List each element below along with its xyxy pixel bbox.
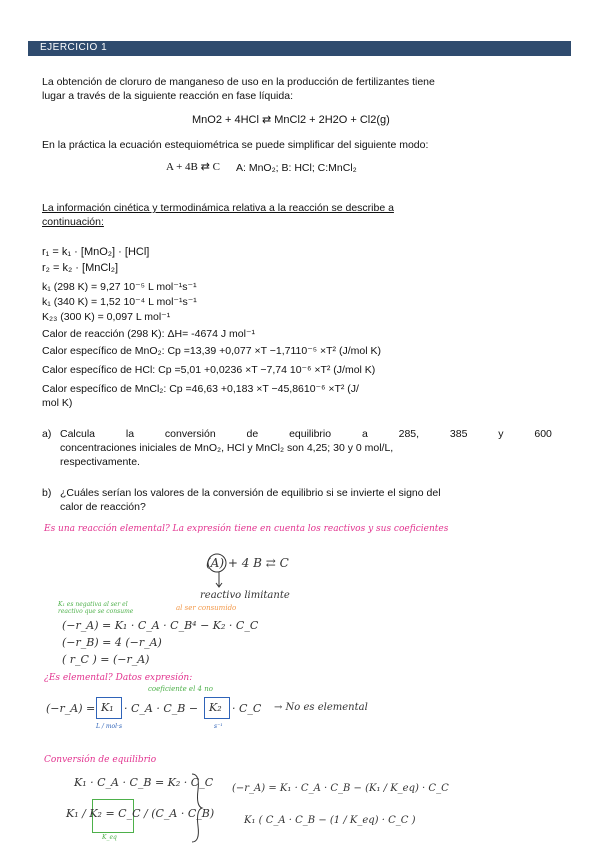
question-a-word: la: [125, 428, 135, 440]
simplified-intro: En la práctica la ecuación estequiométrica se puede simplificar del siguiente modo:: [42, 139, 429, 151]
question-a-word: equilibrio: [289, 428, 332, 440]
cp-hcl: Calor específico de HCl: Cp =5,01 +0,0236 ×T −7,74 10⁻⁶ ×T² (J/mol K): [42, 364, 376, 376]
handwritten-rate-a-2-end: · C_C: [232, 702, 262, 715]
handwritten-note-orange: al ser consumido: [176, 604, 237, 612]
k1-340: k₁ (340 K) = 1,52 10⁻⁴ L mol⁻¹s⁻¹: [42, 296, 197, 308]
handwritten-rate-with-keq: (−r_A) = K₁ · C_A · C_B − (K₁ / K_eq) · C_C: [232, 783, 449, 794]
down-arrow-icon: [214, 572, 224, 590]
question-a-word: Calcula: [60, 428, 96, 440]
question-a-word: de: [246, 428, 259, 440]
question-b-label: b): [42, 487, 52, 499]
question-a-word: conversión: [164, 428, 216, 440]
reaction-equation: MnO2 + 4HCl ⇄ MnCl2 + 2H2O + Cl2(g): [192, 114, 390, 126]
question-b-line2: calor de reacción?: [60, 501, 146, 513]
handwritten-keq-label: K_eq: [102, 834, 117, 841]
boxed-k1-label: K₁: [101, 701, 114, 714]
rate-r2: r₂ = k₂ · [MnCl₂]: [42, 262, 119, 274]
question-a-line1: [60, 428, 552, 441]
question-a-line3: respectivamente.: [60, 456, 140, 468]
handwritten-rate-a: (−r_A) = K₁ · C_A · C_B⁴ − K₂ · C_C: [62, 619, 259, 632]
handwritten-note-green: K₁ es negativa al ser el reactivo que se consume: [58, 601, 134, 615]
handwritten-note-coefficient: coeficiente el 4 no: [148, 685, 213, 693]
species-legend: A: MnO₂; B: HCl; C:MnCl₂: [236, 162, 357, 174]
handwritten-question-elemental: Es una reacción elemental? La expresión tiene en cuenta los reactivos y sus coeficientes: [44, 524, 449, 534]
handwritten-rate-a-2-lhs: (−r_A) =: [46, 702, 96, 715]
handwritten-not-elemental: → No es elemental: [274, 702, 368, 713]
question-a-line2: concentraciones iniciales de MnO₂, HCl y MnCl₂ son 4,25; 30 y 0 mol/L,: [60, 442, 394, 454]
keq-300: K₂₃ (300 K) = 0,097 L mol⁻¹: [42, 311, 171, 323]
cp-mno2: Calor específico de MnO₂: Cp =13,39 +0,077 ×T −1,7110⁻⁵ ×T² (J/mol K): [42, 345, 381, 357]
info-heading-2: continuación:: [42, 216, 104, 228]
question-a-word: a: [361, 428, 368, 440]
k1-298: k₁ (298 K) = 9,27 10⁻⁵ L mol⁻¹s⁻¹: [42, 281, 197, 293]
handwritten-rate-a-2-mid: · C_A · C_B −: [124, 702, 199, 715]
question-a-word: 385: [449, 428, 468, 440]
handwritten-units-k2: s⁻¹: [214, 723, 223, 730]
handwritten-equilibrium-title: Conversión de equilibrio: [44, 755, 157, 765]
handwritten-equation-abc: (A) + 4 B ⇄ C: [206, 556, 289, 570]
question-a-word: y: [498, 428, 504, 440]
cp-mncl2-line2: mol K): [42, 397, 73, 409]
exercise-header: [28, 41, 571, 56]
cp-mncl2-line1: Calor específico de MnCl₂: Cp =46,63 +0,183 ×T −45,8610⁻⁶ ×T² (J/: [42, 383, 359, 395]
question-a-word: 285,: [398, 428, 420, 440]
handwritten-question-elemental-2: ¿Es elemental? Datos expresión:: [44, 673, 193, 683]
handwritten-equilibrium-eq: K₁ · C_A · C_B = K₂ · C_C: [74, 776, 214, 789]
question-a-word: 600: [534, 428, 552, 440]
boxed-k2-label: K₂: [209, 701, 222, 714]
circled-a-mark: [206, 552, 228, 574]
question-b-line1: ¿Cuáles serían los valores de la conversión de equilibrio si se invierte el signo del: [60, 487, 441, 499]
boxed-k2: [204, 697, 230, 719]
intro-line-1: La obtención de cloruro de manganeso de uso en la producción de fertilizantes tiene: [42, 76, 435, 88]
exercise-title: EJERCICIO 1: [40, 42, 108, 53]
question-a-label: a): [42, 428, 52, 440]
simplified-equation: A + 4B ⇄ C: [166, 161, 220, 173]
info-heading-1: La información cinética y termodinámica relativa a la reacción se describe a: [42, 202, 394, 214]
handwritten-rate-factored: K₁ ( C_A · C_B − (1 / K_eq) · C_C ): [244, 815, 416, 826]
handwritten-rate-b: (−r_B) = 4 (−r_A): [62, 636, 162, 649]
rate-r1: r₁ = k₁ · [MnO₂] · [HCl]: [42, 246, 150, 258]
handwritten-rate-c: ( r_C ) = (−r_A): [62, 653, 150, 666]
boxed-k1: [96, 697, 122, 719]
handwritten-limiting-reagent: reactivo limitante: [200, 590, 290, 601]
intro-line-2: lugar a través de la siguiente reacción en fase líquida:: [42, 90, 293, 102]
curly-brace-mark: [190, 772, 204, 844]
handwritten-units-k1: L / mol·s: [96, 723, 123, 730]
handwritten-k-ratio: K₁ / K₂ = C_C / (C_A · C_B): [66, 807, 215, 820]
reaction-heat: Calor de reacción (298 K): ΔH= -4674 J mol⁻¹: [42, 328, 256, 340]
